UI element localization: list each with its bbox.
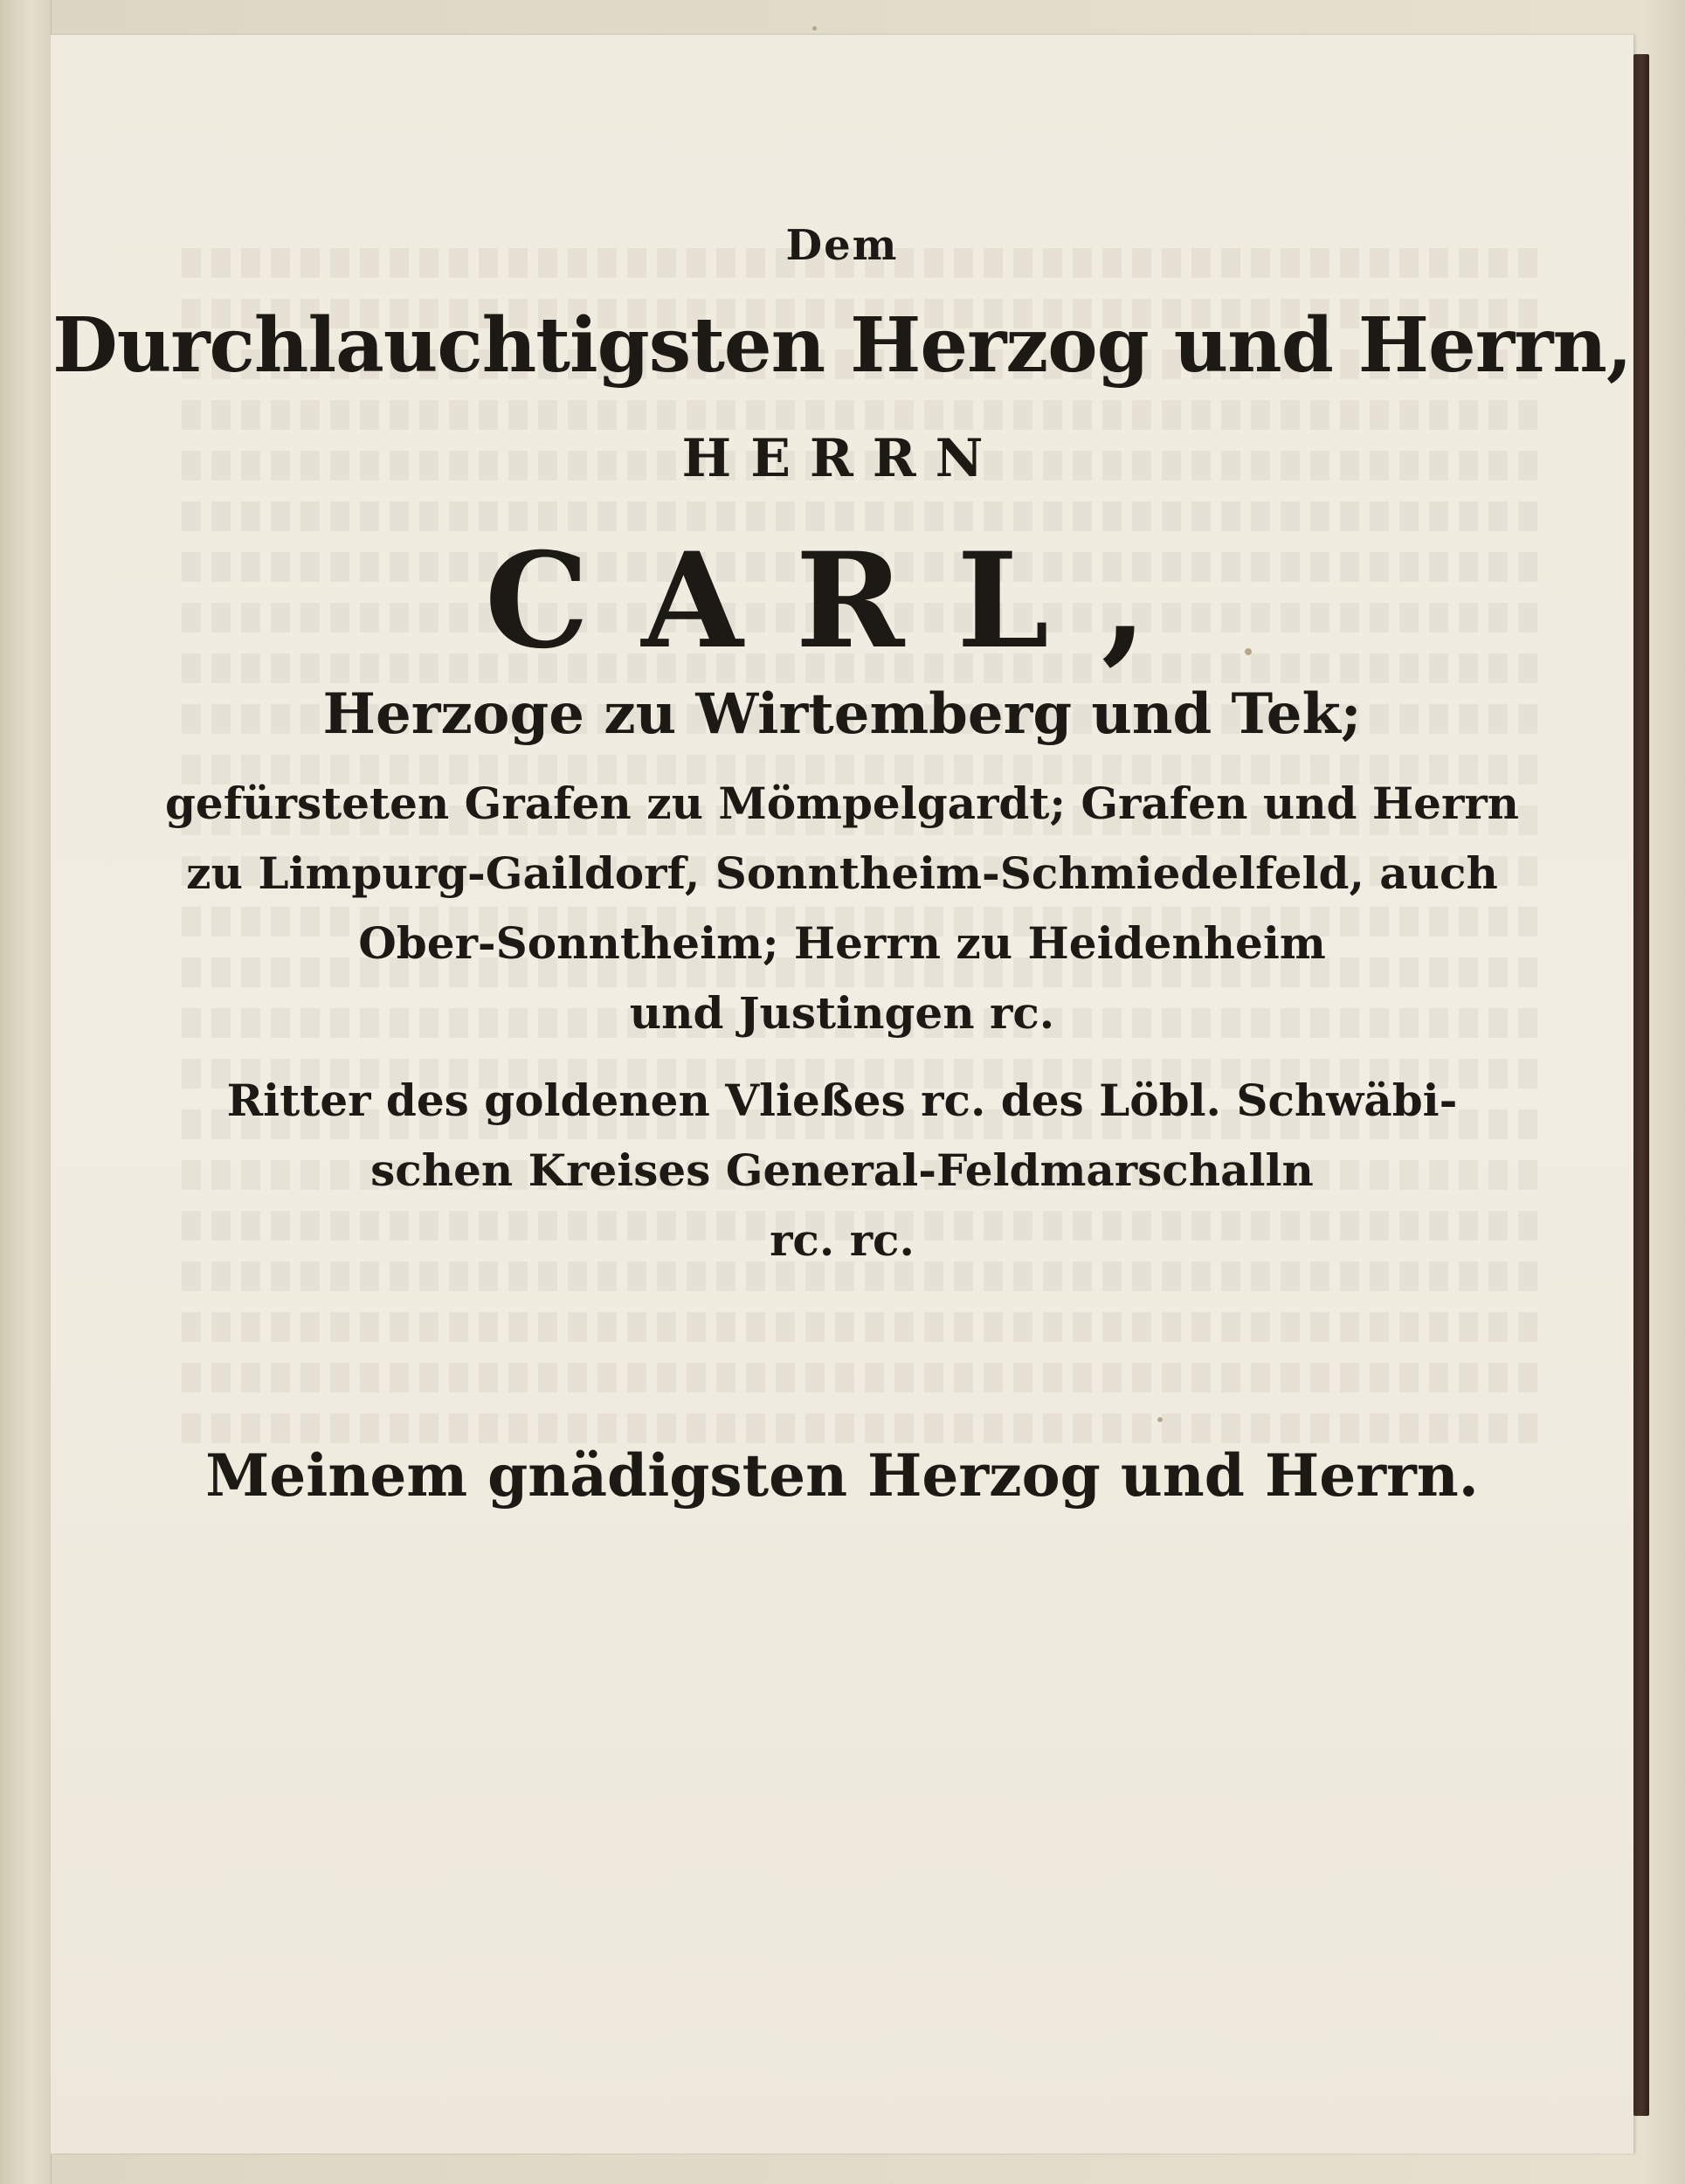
dedication-title-line: Ober-Sonntheim; Herrn zu Heidenheim <box>358 917 1326 969</box>
dedication-name: CARL, <box>484 524 1200 678</box>
dedication-title: Durchlauchtigsten Herzog und Herrn, <box>52 301 1632 390</box>
dedication-rank-line: schen Kreises General-Feldmarschalln <box>370 1144 1314 1196</box>
dedication-title-line: zu Limpurg-Gaildorf, Sonntheim-Schmiedelfeld, auch <box>186 847 1498 899</box>
dedication-title-line: gefürsteten Grafen zu Mömpelgardt; Grafen und Herrn <box>164 778 1520 829</box>
paper-speck <box>812 26 817 31</box>
dedication-rank-line: rc. rc. <box>770 1214 915 1266</box>
paper-speck <box>1157 1417 1163 1422</box>
left-page-edge <box>0 0 52 2184</box>
dedication-closing: Meinem gnädigsten Herzog und Herrn. <box>205 1441 1479 1510</box>
dedication-title-line: und Justingen rc. <box>629 987 1055 1039</box>
book-cover-edge <box>1633 54 1649 2116</box>
dedication-rank-line: Ritter des goldenen Vließes rc. des Löbl. Schwäbi- <box>226 1075 1458 1126</box>
paper-speck <box>1245 648 1252 655</box>
dedication-herrn: HERRN <box>681 428 1003 489</box>
dedication-dem: Dem <box>785 221 899 270</box>
dedication-herzoge: Herzoge zu Wirtemberg und Tek; <box>322 681 1362 747</box>
